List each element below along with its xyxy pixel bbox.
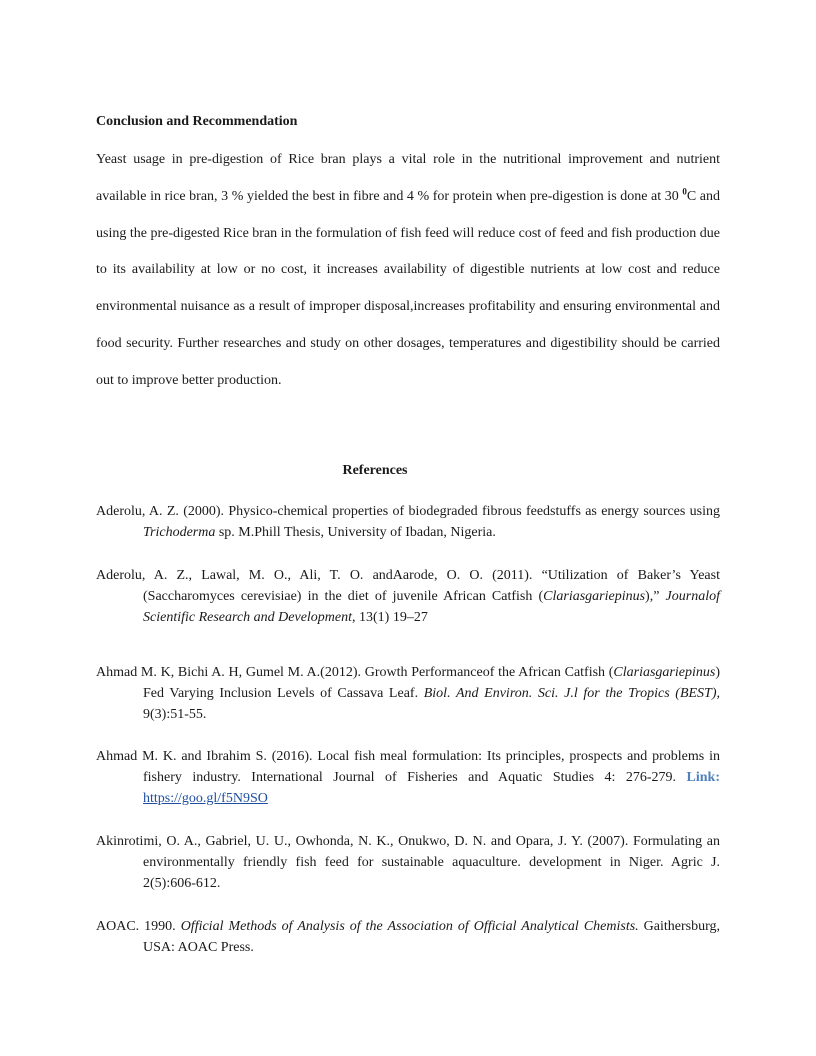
link-label: Link: bbox=[686, 770, 720, 785]
ref-italic: Clariasgariepinus bbox=[543, 589, 646, 604]
reference-aderolu-2000 bbox=[96, 501, 720, 543]
ref-italic: Clariasgariepinus bbox=[613, 665, 716, 680]
reference-link[interactable]: https://goo.gl/f5N9SO bbox=[143, 791, 268, 806]
ref-text: Gaithersburg, USA: AOAC Press. bbox=[143, 919, 721, 955]
ref-italic: Official Methods of Analysis of the Association of Official Analytical Chemists. bbox=[180, 919, 639, 934]
ref-text: , 13(1) 19–27 bbox=[352, 610, 428, 625]
conclusion-text-part-a: Yeast usage in pre-digestion of Rice bran plays a vital role in the nutritional improvement and nutrient available in rice bran, 3 % yielded the best in fibre and 4 % for protein when pre-digestion is done at 30 bbox=[96, 152, 720, 204]
reference-aoac-1990 bbox=[96, 916, 720, 958]
conclusion-paragraph bbox=[96, 142, 720, 400]
conclusion-text-part-b: C and using the pre-digested Rice bran in the formulation of fish feed will reduce cost of feed and fish production due to its availability at low or no cost, it increases availability of digestible nutrients at low cost and reduce environmental nuisance as a result of improper disposal,increases profitability and ensuring environmental and food security. Further researches and study on other dosages, temperatures and digestibility should be carried out to improve better production. bbox=[96, 188, 720, 388]
ref-journal: Journalof Scientific Research and Development bbox=[143, 589, 720, 625]
ref-text: Ahmad M. K. and Ibrahim S. (2016). Local fish meal formulation: Its principles, prospects and problems in fishery industry. International Journal of Fisheries and Aquatic Studies 4: 276-279. bbox=[96, 749, 720, 785]
ref-italic: Trichoderma bbox=[143, 525, 216, 540]
ref-text: Aderolu, A. Z. (2000). Physico-chemical properties of biodegraded fibrous feedstuffs as energy sources using bbox=[96, 504, 720, 519]
ref-text: Aderolu, A. Z., Lawal, M. O., Ali, T. O. andAarode, O. O. (2011). “Utilization of Baker’s Yeast (Saccharomyces cerevisiae) in the diet of juvenile African Catfish ( bbox=[96, 568, 720, 604]
document-page bbox=[96, 0, 720, 1056]
ref-text: sp. M.Phill Thesis, University of Ibadan, Nigeria. bbox=[215, 525, 496, 540]
ref-text: Akinrotimi, O. A., Gabriel, U. U., Owhonda, N. K., Onukwo, D. N. and Opara, J. Y. (2007). Formulating an environmentally friendly fish feed for sustainable aquaculture. development in Niger. Agric J. 2(5):606-612. bbox=[96, 834, 720, 891]
ref-journal: Biol. And Environ. Sci. J.l for the Tropics (BEST), bbox=[423, 686, 721, 701]
reference-akinrotimi-2007 bbox=[96, 831, 720, 894]
reference-ahmad-2016 bbox=[96, 746, 720, 809]
reference-aderolu-2011 bbox=[96, 565, 720, 628]
references-heading: References bbox=[342, 463, 408, 478]
ref-text: ),” bbox=[645, 589, 666, 604]
ref-text: ) Fed Varying Inclusion Levels of Cassava Leaf. bbox=[143, 665, 720, 701]
section-heading: Conclusion and Recommendation bbox=[96, 114, 298, 129]
ref-text: 9(3):51-55. bbox=[143, 707, 207, 722]
reference-ahmad-2012 bbox=[96, 662, 720, 725]
degree-superscript: 0 bbox=[682, 186, 687, 197]
ref-text: Ahmad M. K, Bichi A. H, Gumel M. A.(2012). Growth Performanceof the African Catfish ( bbox=[96, 665, 614, 680]
ref-text: AOAC. 1990. bbox=[96, 919, 181, 934]
